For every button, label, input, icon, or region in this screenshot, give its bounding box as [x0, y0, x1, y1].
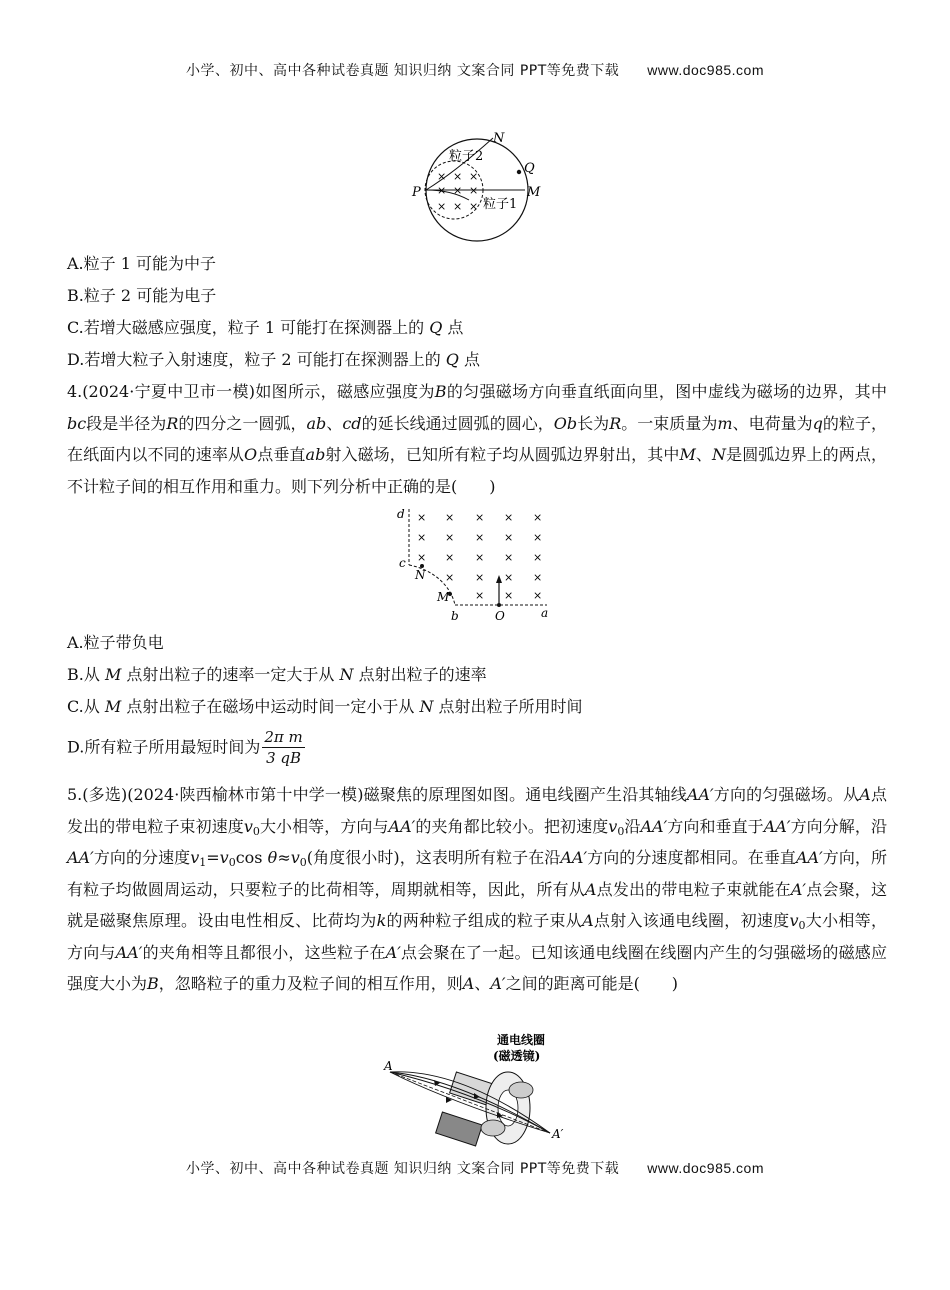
cross-mark: × — [533, 511, 543, 524]
cross-mark: × — [417, 531, 427, 544]
page-footer — [0, 1158, 950, 1178]
cross-mark: × — [469, 170, 479, 183]
cross-mark: × — [504, 571, 514, 584]
fraction: $\frac{\text{2π m}}{3 qB}$ — [264, 728, 303, 767]
cross-mark: × — [417, 551, 427, 564]
cross-mark: × — [445, 551, 455, 564]
cross-mark: × — [445, 511, 455, 524]
cross-mark: × — [475, 589, 485, 602]
q3-option-b: B.粒子 2 可能为电子 — [67, 286, 217, 305]
label-O: O — [495, 609, 505, 623]
cross-mark: × — [453, 170, 463, 183]
cross-mark: × — [445, 531, 455, 544]
label-b: b — [451, 609, 459, 623]
cross-mark: × — [475, 531, 485, 544]
cross-mark: × — [437, 184, 447, 197]
label-d: d — [397, 507, 405, 521]
figure-magnetic-boundary — [395, 505, 560, 625]
cross-mark: × — [533, 589, 543, 602]
footer-site: www.doc985.com — [647, 1160, 764, 1176]
cross-mark: × — [504, 511, 514, 524]
q4-option-c: C.从 M 点射出粒子在磁场中运动时间一定小于从 N 点射出粒子所用时间 — [67, 697, 583, 716]
q4-option-b: B.从 M 点射出粒子的速率一定大于从 N 点射出粒子的速率 — [67, 665, 487, 684]
label-magnetic-lens: (磁透镜) — [493, 1049, 541, 1063]
label-particle-2: 粒子2 — [449, 149, 484, 164]
cross-mark: × — [437, 200, 447, 213]
q4-stem: 4.(2024·宁夏中卫市一模)如图所示，磁感应强度为B的匀强磁场方向垂直纸面向里，图中虚线为磁场的边界，其中bc段是半径为R的四分之一圆弧，ab、cd的延长线通过圆弧的圆心，Ob长为R。一束质量为m、电荷量为q的粒子，在纸面内以不同的速率从O点垂直ab射入磁场，已知所有粒子均从圆弧边界射出，其中M、N是圆弧边界上的两点，不计粒子间的相互作用和重力。则下列分析中正确的是( ) — [67, 382, 887, 496]
q3-option-c: C.若增大磁感应强度，粒子 1 可能打在探测器上的 Q 点 — [67, 318, 464, 337]
header-text: 小学、初中、高中各种试卷真题 知识归纳 文案合同 PPT等免费下载 — [185, 63, 620, 79]
q3-option-d: D.若增大粒子入射速度，粒子 2 可能打在探测器上的 Q 点 — [67, 350, 481, 369]
cross-mark: × — [475, 551, 485, 564]
cross-mark: × — [504, 531, 514, 544]
figure-particle-detector — [405, 130, 555, 245]
cross-mark: × — [504, 589, 514, 602]
label-N: N — [493, 131, 505, 146]
page-header — [0, 60, 950, 80]
label-P: P — [412, 185, 421, 200]
footer-text: 小学、初中、高中各种试卷真题 知识归纳 文案合同 PPT等免费下载 — [185, 1161, 620, 1177]
label-N: N — [415, 568, 426, 582]
cross-mark: × — [445, 571, 455, 584]
cross-mark: × — [504, 551, 514, 564]
label-A-prime: A′ — [552, 1127, 564, 1141]
cross-mark: × — [469, 200, 479, 213]
cross-mark: × — [453, 200, 463, 213]
label-particle-1: 粒子1 — [483, 197, 518, 212]
label-A: A — [384, 1059, 393, 1073]
cross-mark: × — [469, 184, 479, 197]
q4-option-a: A.粒子带负电 — [67, 633, 164, 652]
label-coil: 通电线圈 — [497, 1033, 546, 1047]
cross-mark: × — [533, 551, 543, 564]
cross-mark: × — [475, 571, 485, 584]
label-M: M — [527, 185, 541, 200]
cross-mark: × — [533, 571, 543, 584]
cross-mark: × — [453, 184, 463, 197]
q4-option-d: D.所有粒子所用最短时间为 $\frac{\text{2π m}}{3 qB}$ — [67, 728, 303, 767]
label-a: a — [541, 606, 549, 620]
label-M: M — [437, 590, 450, 604]
cross-mark: × — [417, 511, 427, 524]
header-site: www.doc985.com — [647, 62, 764, 78]
cross-mark: × — [533, 531, 543, 544]
q3-option-a: A.粒子 1 可能为中子 — [67, 254, 216, 273]
label-Q: Q — [524, 161, 535, 176]
cross-mark: × — [475, 511, 485, 524]
label-c: c — [399, 556, 406, 570]
figure-magnetic-lens — [380, 1030, 580, 1155]
q5-stem: 5.(多选)(2024·陕西榆林市第十中学一模)磁聚焦的原理图如图。通电线圈产生沿其轴线AA′方向的匀强磁场。从A点发出的带电粒子束初速度$v_0$大小相等，方向与AA′的夹角都比较小。把初速度$v_0$沿AA′方向和垂直于AA′方向分解，沿AA′方向的分速度$v_1=v_0\cos$ $\theta\approx v_0$(角度很小时)，这表明所有粒子在沿AA′方向的分速度都相同。在垂直AA′方向，所有粒子均做圆周运动，只要粒子的比荷相等，周期就相等，因此，所有从A点发出的带电粒子束就能在A′点会聚，这就是磁聚焦原理。设由电性相反、比荷均为k的两种粒子组成的粒子束从A点射入该通电线圈，初速度$v_0$大小相等，方向与AA′的夹角相等且都很小，这些粒子在A′点会聚在了一起。已知该通电线圈在线圈内产生的匀强磁场的磁感应强度大小为B，忽略粒子的重力及粒子间的相互作用，则A、A′之间的距离可能是( ) — [67, 785, 887, 993]
cross-mark: × — [437, 170, 447, 183]
